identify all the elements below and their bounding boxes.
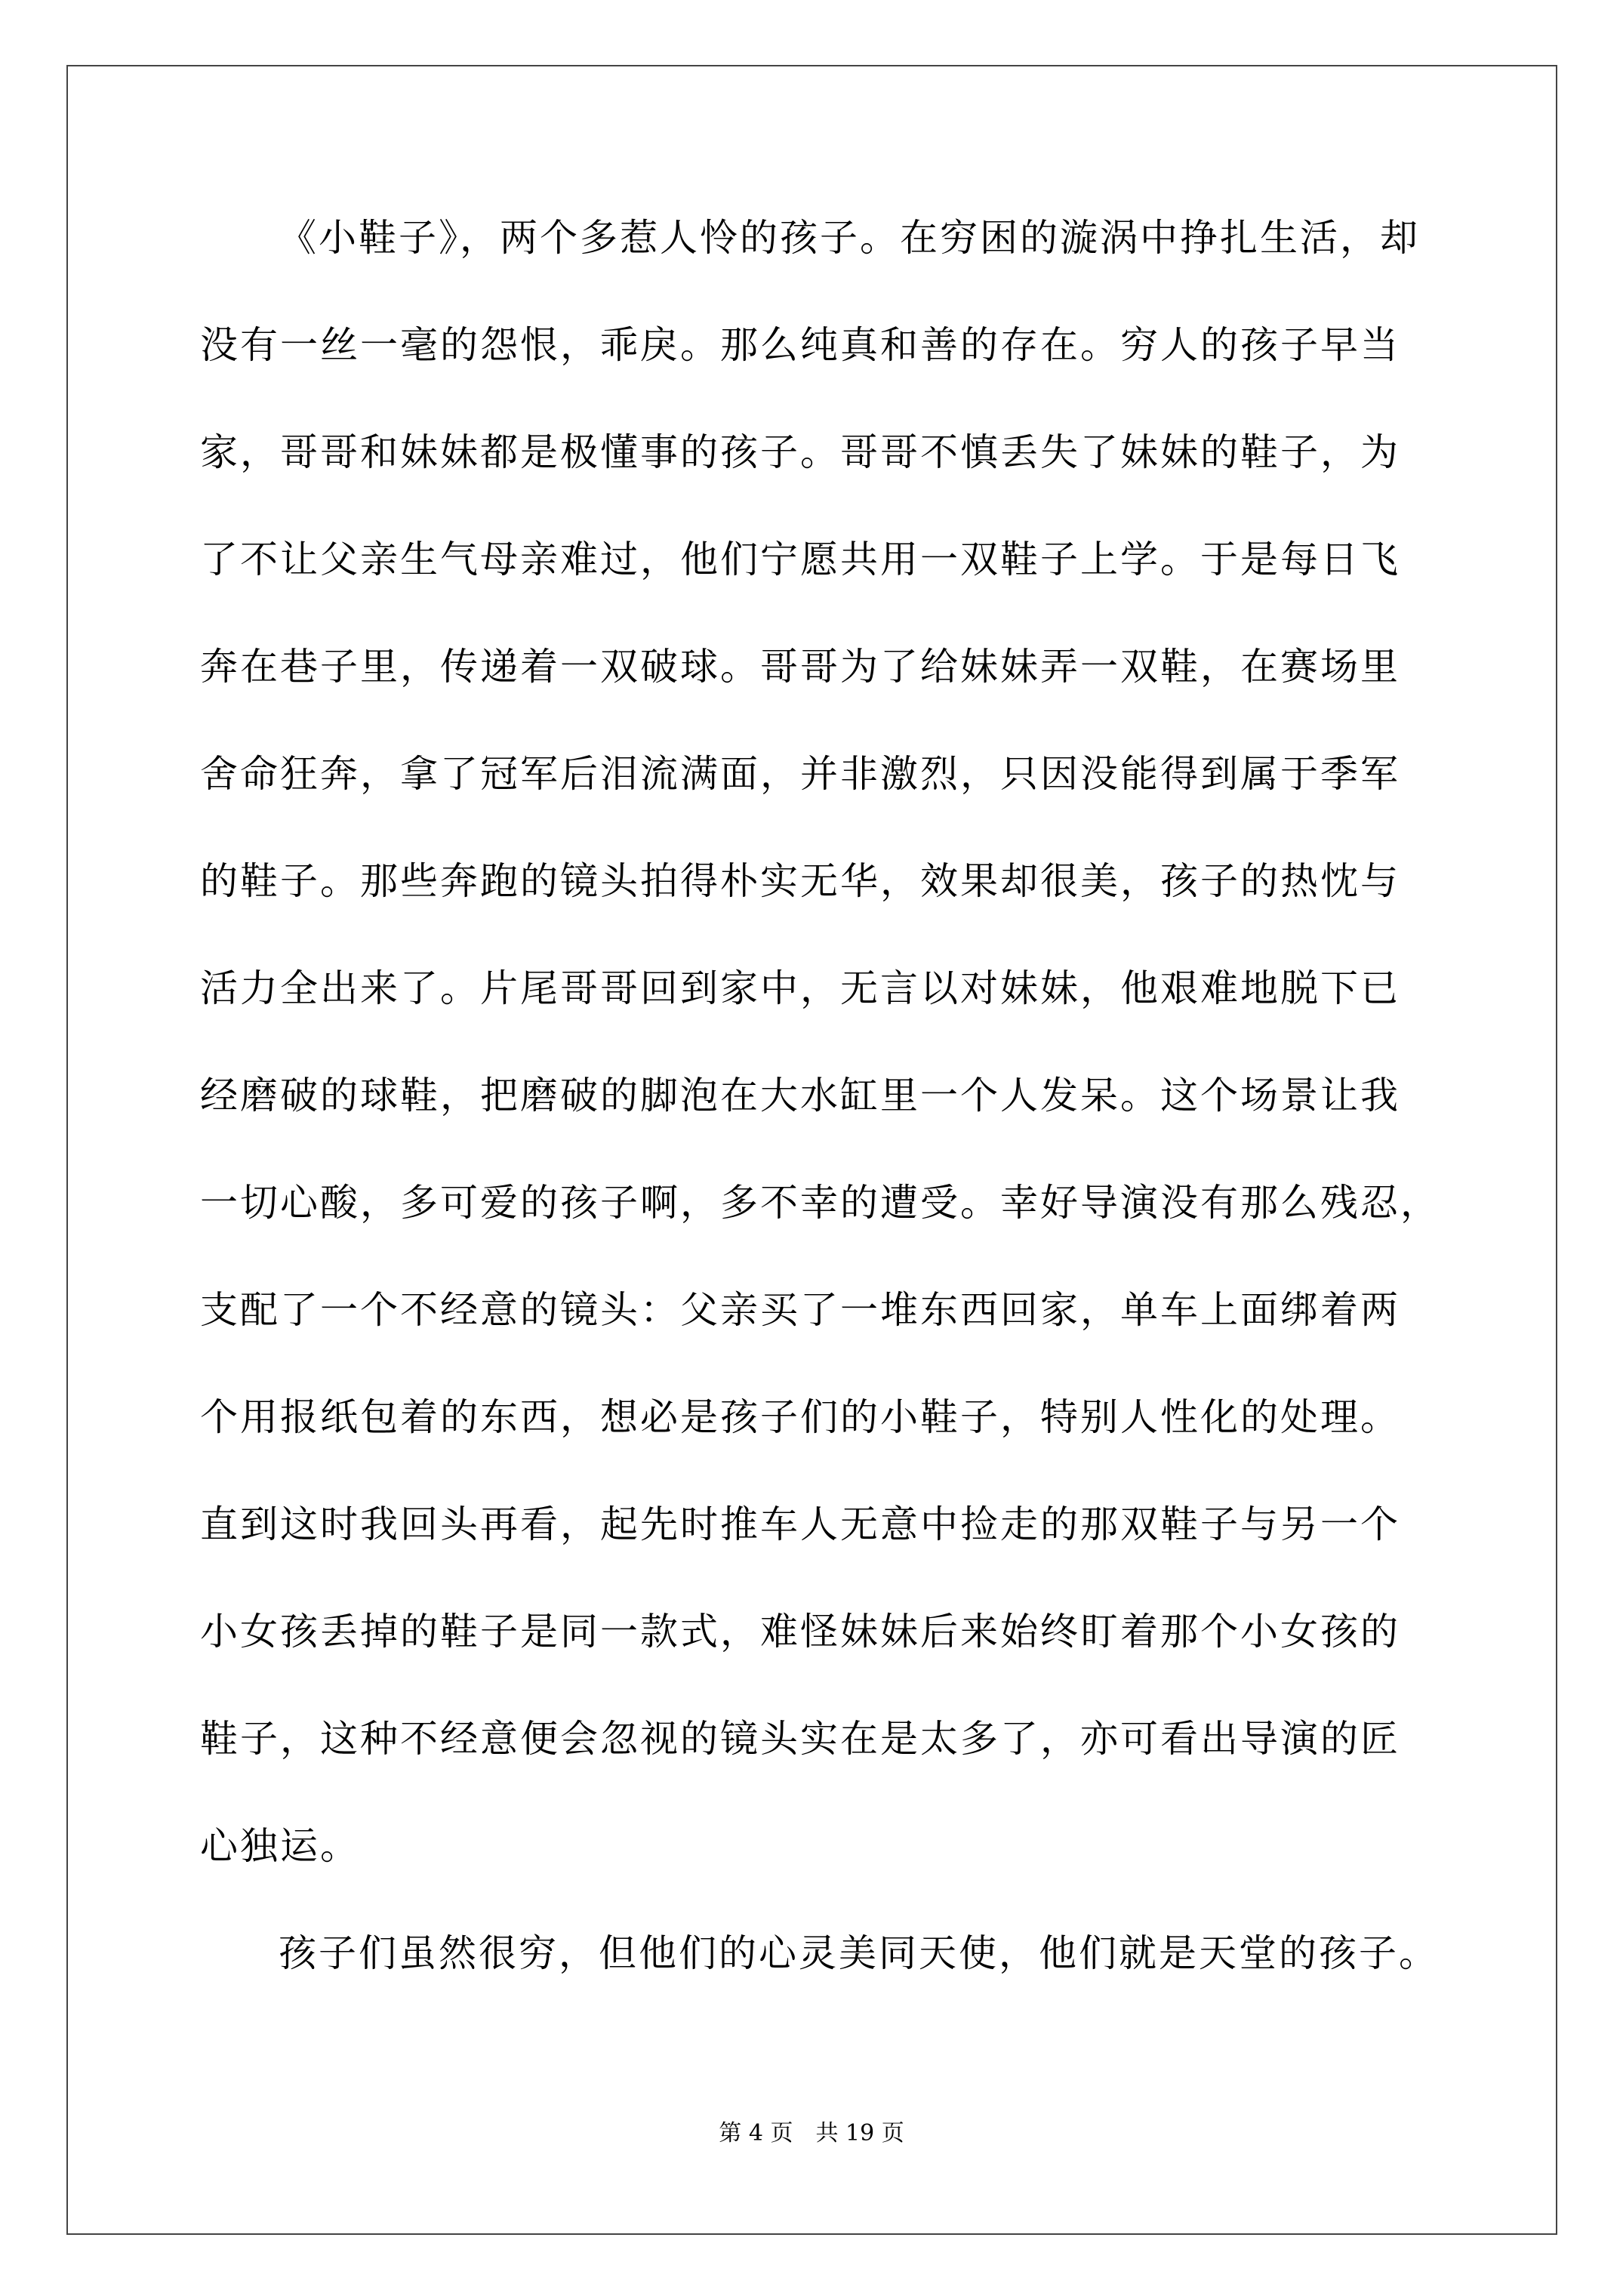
paragraph-1-line-6: 舍命狂奔，拿了冠军后泪流满面，并非激烈，只因没能得到属于季军: [200, 752, 1400, 796]
paragraph-1-line-16: 心独运。: [200, 1824, 360, 1868]
paragraph-1-line-11: 支配了一个不经意的镜头：父亲买了一堆东西回家，单车上面绑着两: [200, 1288, 1400, 1332]
document-body: [200, 216, 1438, 2039]
paragraph-1-line-4: 了不让父亲生气母亲难过，他们宁愿共用一双鞋子上学。于是每日飞: [200, 538, 1400, 581]
paragraph-1-line-14: 小女孩丢掉的鞋子是同一款式，难怪妹妹后来始终盯着那个小女孩的: [200, 1610, 1400, 1653]
paragraph-1-line-9: 经磨破的球鞋，把磨破的脚泡在大水缸里一个人发呆。这个场景让我: [200, 1074, 1400, 1117]
paragraph-1-line-5: 奔在巷子里，传递着一双破球。哥哥为了给妹妹弄一双鞋，在赛场里: [200, 645, 1400, 689]
paragraph-1-line-3: 家，哥哥和妹妹都是极懂事的孩子。哥哥不慎丢失了妹妹的鞋子，为: [200, 430, 1400, 474]
page-number-footer: 第 4 页 共 19 页: [719, 2120, 904, 2147]
paragraph-1-line-1: 《小鞋子》，两个多惹人怜的孩子。在穷困的漩涡中挣扎生活，却: [279, 216, 1420, 260]
paragraph-1-line-10: 一切心酸，多可爱的孩子啊，多不幸的遭受。幸好导演没有那么残忍，: [200, 1181, 1440, 1225]
paragraph-1-line-12: 个用报纸包着的东西，想必是孩子们的小鞋子，特别人性化的处理。: [200, 1395, 1400, 1439]
paragraph-1-line-8: 活力全出来了。片尾哥哥回到家中，无言以对妹妹，他艰难地脱下已: [200, 966, 1400, 1010]
paragraph-1-line-2: 没有一丝一毫的怨恨，乖戾。那么纯真和善的存在。穷人的孩子早当: [200, 323, 1400, 367]
paragraph-1-line-13: 直到这时我回头再看，起先时推车人无意中捡走的那双鞋子与另一个: [200, 1502, 1400, 1546]
paragraph-1-line-7: 的鞋子。那些奔跑的镜头拍得朴实无华，效果却很美，孩子的热忱与: [200, 859, 1400, 903]
paragraph-1-line-15: 鞋子，这种不经意便会忽视的镜头实在是太多了，亦可看出导演的匠: [200, 1717, 1400, 1761]
paragraph-2-line-1: 孩子们虽然很穷，但他们的心灵美同天使，他们就是天堂的孩子。: [279, 1931, 1439, 1975]
